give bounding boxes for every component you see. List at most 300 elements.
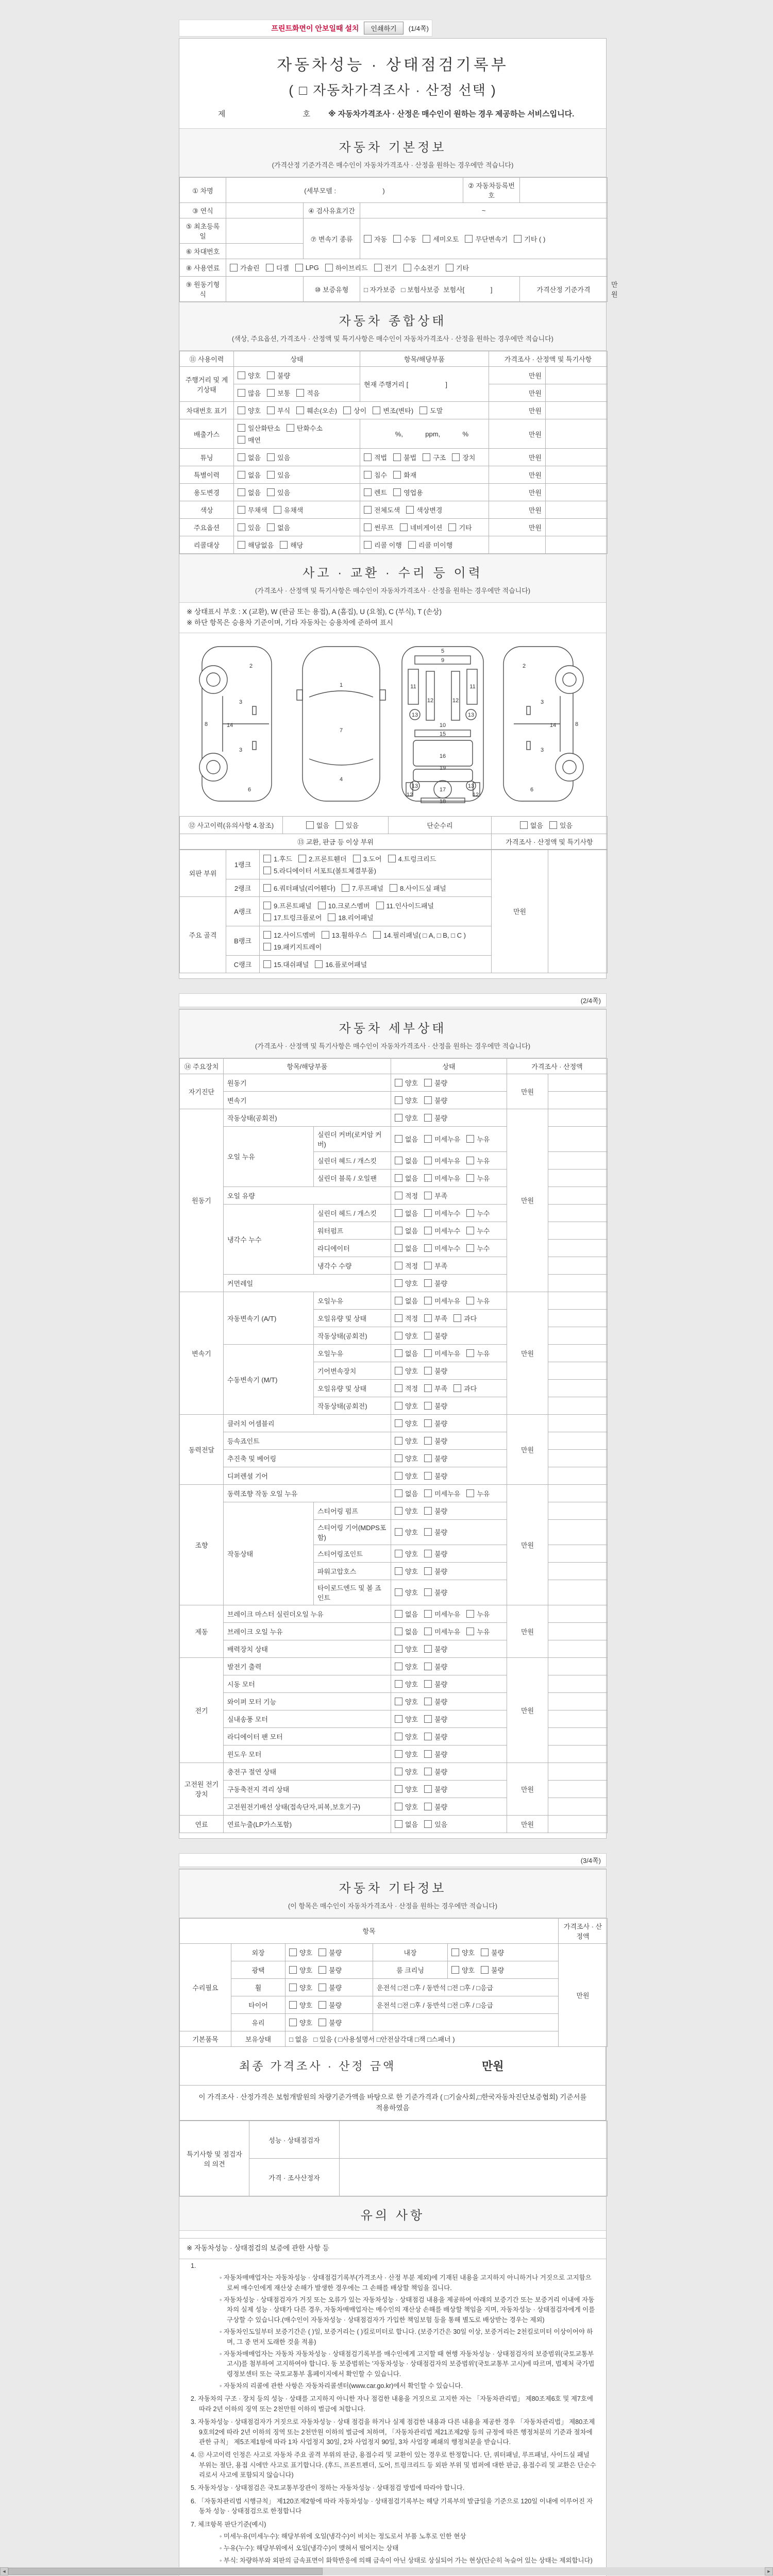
- checkbox-icon[interactable]: [424, 1135, 432, 1143]
- checkbox-option[interactable]: [424, 1401, 447, 1411]
- checkbox-option[interactable]: [424, 1626, 460, 1636]
- checkbox-option[interactable]: [238, 370, 261, 380]
- checkbox-icon[interactable]: [466, 1610, 474, 1618]
- checkbox-icon[interactable]: [238, 436, 245, 444]
- scroll-right-arrow[interactable]: ►: [765, 2567, 773, 2575]
- input-cell[interactable]: [340, 2121, 608, 2159]
- checkbox-option[interactable]: [395, 1471, 418, 1481]
- checkbox-icon[interactable]: [395, 1349, 402, 1357]
- checkbox-icon[interactable]: [424, 1733, 432, 1740]
- checkbox-option[interactable]: [395, 1226, 418, 1235]
- checkbox-icon[interactable]: [466, 1157, 474, 1164]
- checkbox-icon[interactable]: [274, 506, 281, 514]
- checkbox-icon[interactable]: [481, 1966, 489, 1974]
- checkbox-icon[interactable]: [520, 821, 528, 829]
- checkbox-option[interactable]: [318, 1947, 342, 1957]
- checkbox-option[interactable]: [289, 1965, 312, 1975]
- checkbox-option[interactable]: [263, 901, 312, 910]
- checkbox-icon[interactable]: [263, 931, 271, 939]
- input-cell[interactable]: [548, 1657, 608, 1675]
- checkbox-option[interactable]: [322, 930, 367, 940]
- checkbox-icon[interactable]: [267, 471, 275, 479]
- checkbox-option[interactable]: [395, 1348, 418, 1358]
- scrollbar-thumb[interactable]: [8, 2568, 323, 2575]
- checkbox-icon[interactable]: [424, 1209, 432, 1217]
- checkbox-option[interactable]: [238, 388, 261, 398]
- checkbox-option[interactable]: [424, 1173, 460, 1183]
- checkbox-option[interactable]: [424, 1527, 447, 1537]
- checkbox-option[interactable]: [424, 1208, 460, 1218]
- checkbox-option[interactable]: [393, 234, 416, 244]
- scroll-left-arrow[interactable]: ◄: [0, 2567, 8, 2575]
- checkbox-option[interactable]: [280, 540, 303, 550]
- checkbox-icon[interactable]: [424, 1402, 432, 1410]
- checkbox-icon[interactable]: [393, 488, 401, 496]
- checkbox-icon[interactable]: [408, 541, 416, 549]
- checkbox-icon[interactable]: [395, 1528, 402, 1536]
- input-cell[interactable]: [548, 1126, 608, 1151]
- checkbox-option[interactable]: [393, 487, 423, 497]
- checkbox-icon[interactable]: [263, 960, 271, 968]
- checkbox-icon[interactable]: [364, 471, 372, 479]
- checkbox-icon[interactable]: [267, 406, 275, 414]
- checkbox-icon[interactable]: [395, 1454, 402, 1462]
- checkbox-option[interactable]: [238, 470, 261, 480]
- checkbox-option[interactable]: [395, 1156, 418, 1165]
- checkbox-icon[interactable]: [318, 1984, 326, 1991]
- checkbox-icon[interactable]: [395, 1157, 402, 1164]
- checkbox-option[interactable]: [267, 487, 290, 497]
- input-cell[interactable]: [548, 1362, 608, 1379]
- checkbox-icon[interactable]: [395, 1135, 402, 1143]
- checkbox-icon[interactable]: [452, 453, 460, 461]
- checkbox-option[interactable]: [406, 505, 442, 515]
- checkbox-icon[interactable]: [315, 960, 323, 968]
- checkbox-option[interactable]: [395, 1662, 418, 1671]
- checkbox-icon[interactable]: [395, 1489, 402, 1497]
- checkbox-icon[interactable]: [424, 1715, 432, 1723]
- checkbox-option[interactable]: [263, 942, 322, 952]
- checkbox-icon[interactable]: [373, 406, 380, 414]
- checkbox-icon[interactable]: [406, 506, 414, 514]
- input-cell[interactable]: [548, 1151, 608, 1169]
- input-cell[interactable]: [548, 1274, 608, 1292]
- checkbox-icon[interactable]: [390, 884, 397, 892]
- checkbox-icon[interactable]: [287, 424, 294, 432]
- input-cell[interactable]: [546, 519, 608, 536]
- checkbox-option[interactable]: [451, 1947, 475, 1957]
- checkbox-option[interactable]: [466, 1226, 490, 1235]
- input-cell[interactable]: [546, 466, 608, 484]
- checkbox-icon[interactable]: [364, 541, 372, 549]
- checkbox-icon[interactable]: [328, 913, 335, 921]
- checkbox-option[interactable]: [424, 1819, 447, 1829]
- checkbox-icon[interactable]: [289, 2001, 297, 2009]
- checkbox-option[interactable]: [318, 2000, 342, 2010]
- input-cell[interactable]: [548, 1344, 608, 1362]
- checkbox-icon[interactable]: [453, 1314, 461, 1322]
- input-cell[interactable]: [548, 1109, 608, 1126]
- checkbox-option[interactable]: [424, 1697, 447, 1706]
- checkbox-icon[interactable]: [325, 264, 333, 272]
- input-cell[interactable]: [548, 1257, 608, 1274]
- checkbox-option[interactable]: [318, 2018, 342, 2027]
- checkbox-option[interactable]: [342, 883, 383, 893]
- checkbox-icon[interactable]: [395, 1297, 402, 1304]
- checkbox-option[interactable]: [238, 505, 267, 515]
- checkbox-option[interactable]: [395, 1191, 418, 1200]
- checkbox-option[interactable]: [395, 1418, 418, 1428]
- input-cell[interactable]: [548, 1502, 608, 1519]
- checkbox-option[interactable]: [395, 1549, 418, 1558]
- checkbox-icon[interactable]: [395, 1096, 402, 1104]
- checkbox-option[interactable]: [263, 883, 335, 893]
- checkbox-option[interactable]: [238, 452, 261, 462]
- checkbox-icon[interactable]: [424, 1507, 432, 1515]
- checkbox-option[interactable]: [238, 435, 261, 445]
- checkbox-icon[interactable]: [395, 1803, 402, 1810]
- checkbox-option[interactable]: [296, 405, 337, 415]
- checkbox-icon[interactable]: [395, 1367, 402, 1375]
- checkbox-option[interactable]: [549, 820, 573, 830]
- input-cell[interactable]: [226, 218, 304, 244]
- checkbox-option[interactable]: [466, 1609, 490, 1619]
- checkbox-icon[interactable]: [424, 1454, 432, 1462]
- checkbox-option[interactable]: [353, 854, 382, 863]
- checkbox-icon[interactable]: [393, 235, 401, 243]
- checkbox-option[interactable]: [395, 1506, 418, 1516]
- checkbox-option[interactable]: [423, 234, 459, 244]
- checkbox-option[interactable]: [424, 1348, 460, 1358]
- checkbox-option[interactable]: [424, 1609, 460, 1619]
- checkbox-option[interactable]: [230, 263, 260, 273]
- checkbox-option[interactable]: [424, 1453, 447, 1463]
- checkbox-option[interactable]: [466, 1134, 490, 1144]
- checkbox-option[interactable]: [318, 901, 370, 910]
- checkbox-icon[interactable]: [364, 453, 372, 461]
- checkbox-option[interactable]: [238, 540, 274, 550]
- checkbox-icon[interactable]: [424, 1349, 432, 1357]
- checkbox-icon[interactable]: [424, 1610, 432, 1618]
- checkbox-option[interactable]: [373, 405, 413, 415]
- checkbox-option[interactable]: [364, 487, 387, 497]
- checkbox-icon[interactable]: [395, 1472, 402, 1480]
- checkbox-option[interactable]: [287, 423, 323, 433]
- checkbox-option[interactable]: [424, 1296, 460, 1306]
- checkbox-option[interactable]: [395, 1767, 418, 1776]
- checkbox-icon[interactable]: [263, 913, 271, 921]
- checkbox-icon[interactable]: [298, 855, 306, 862]
- checkbox-option[interactable]: [424, 1243, 460, 1253]
- checkbox-option[interactable]: [424, 1278, 447, 1288]
- checkbox-icon[interactable]: [424, 1192, 432, 1199]
- checkbox-option[interactable]: [424, 1261, 447, 1270]
- checkbox-icon[interactable]: [424, 1244, 432, 1252]
- checkbox-icon[interactable]: [395, 1314, 402, 1322]
- input-cell[interactable]: [548, 1640, 608, 1657]
- checkbox-icon[interactable]: [395, 1507, 402, 1515]
- checkbox-option[interactable]: [424, 1506, 447, 1516]
- checkbox-option[interactable]: [373, 930, 466, 940]
- checkbox-icon[interactable]: [395, 1628, 402, 1635]
- input-cell[interactable]: [548, 1239, 608, 1257]
- input-cell[interactable]: [548, 1710, 608, 1727]
- checkbox-option[interactable]: [395, 1784, 418, 1794]
- checkbox-icon[interactable]: [373, 931, 381, 939]
- input-cell[interactable]: [548, 1762, 608, 1780]
- checkbox-icon[interactable]: [238, 488, 245, 496]
- checkbox-option[interactable]: [424, 1436, 447, 1446]
- checkbox-option[interactable]: [481, 1965, 504, 1975]
- checkbox-icon[interactable]: [393, 471, 401, 479]
- checkbox-icon[interactable]: [424, 1437, 432, 1445]
- checkbox-icon[interactable]: [230, 264, 238, 272]
- horizontal-scrollbar[interactable]: [0, 2567, 773, 2575]
- checkbox-icon[interactable]: [395, 1227, 402, 1234]
- checkbox-icon[interactable]: [423, 453, 430, 461]
- checkbox-icon[interactable]: [335, 821, 343, 829]
- checkbox-icon[interactable]: [424, 1645, 432, 1653]
- checkbox-option[interactable]: [424, 1313, 447, 1323]
- checkbox-option[interactable]: [451, 1965, 475, 1975]
- checkbox-icon[interactable]: [395, 1262, 402, 1269]
- checkbox-icon[interactable]: [514, 235, 522, 243]
- checkbox-option[interactable]: [424, 1767, 447, 1776]
- checkbox-icon[interactable]: [364, 488, 372, 496]
- checkbox-icon[interactable]: [289, 1948, 297, 1956]
- checkbox-icon[interactable]: [451, 1948, 459, 1956]
- checkbox-option[interactable]: [395, 1313, 418, 1323]
- checkbox-icon[interactable]: [393, 453, 401, 461]
- checkbox-option[interactable]: [395, 1644, 418, 1654]
- checkbox-icon[interactable]: [424, 1489, 432, 1497]
- checkbox-option[interactable]: [424, 1749, 447, 1759]
- checkbox-icon[interactable]: [395, 1680, 402, 1688]
- checkbox-option[interactable]: [466, 1208, 490, 1218]
- input-cell[interactable]: [548, 1074, 608, 1091]
- checkbox-option[interactable]: [419, 405, 443, 415]
- install-print-link[interactable]: 프린트화면이 안보일때 설치: [271, 24, 359, 32]
- checkbox-icon[interactable]: [322, 931, 329, 939]
- checkbox-option[interactable]: [424, 1331, 447, 1341]
- checkbox-option[interactable]: [395, 1679, 418, 1689]
- checkbox-option[interactable]: [424, 1366, 447, 1376]
- checkbox-icon[interactable]: [395, 1402, 402, 1410]
- checkbox-icon[interactable]: [424, 1663, 432, 1670]
- checkbox-icon[interactable]: [318, 2019, 326, 2026]
- checkbox-icon[interactable]: [466, 1174, 474, 1182]
- checkbox-icon[interactable]: [395, 1244, 402, 1252]
- checkbox-icon[interactable]: [267, 389, 275, 397]
- input-cell[interactable]: [548, 1562, 608, 1580]
- checkbox-option[interactable]: [400, 522, 443, 532]
- input-cell[interactable]: [548, 1432, 608, 1449]
- checkbox-icon[interactable]: [404, 264, 411, 272]
- checkbox-option[interactable]: [296, 388, 320, 398]
- checkbox-icon[interactable]: [424, 1262, 432, 1269]
- checkbox-option[interactable]: [318, 1965, 342, 1975]
- car-diagram-svg[interactable]: [192, 639, 594, 810]
- checkbox-option[interactable]: [395, 1697, 418, 1706]
- checkbox-icon[interactable]: [424, 1820, 432, 1828]
- checkbox-option[interactable]: [267, 452, 290, 462]
- checkbox-icon[interactable]: [395, 1588, 402, 1596]
- input-cell[interactable]: [548, 1187, 608, 1204]
- checkbox-icon[interactable]: [376, 902, 384, 909]
- input-cell[interactable]: [546, 419, 608, 449]
- checkbox-icon[interactable]: [424, 1096, 432, 1104]
- input-cell[interactable]: [546, 402, 608, 419]
- checkbox-option[interactable]: [453, 1313, 477, 1323]
- checkbox-icon[interactable]: [451, 1966, 459, 1974]
- checkbox-option[interactable]: [393, 470, 416, 480]
- input-cell[interactable]: [548, 1798, 608, 1815]
- checkbox-icon[interactable]: [238, 389, 245, 397]
- checkbox-icon[interactable]: [267, 488, 275, 496]
- checkbox-icon[interactable]: [424, 1227, 432, 1234]
- checkbox-icon[interactable]: [266, 264, 274, 272]
- input-cell[interactable]: [546, 501, 608, 519]
- input-cell[interactable]: [548, 1449, 608, 1467]
- checkbox-option[interactable]: [238, 522, 261, 532]
- checkbox-icon[interactable]: [267, 453, 275, 461]
- checkbox-icon[interactable]: [465, 235, 473, 243]
- checkbox-icon[interactable]: [424, 1785, 432, 1793]
- checkbox-option[interactable]: [395, 1095, 418, 1105]
- checkbox-option[interactable]: [466, 1348, 490, 1358]
- input-cell[interactable]: [548, 1605, 608, 1622]
- input-cell[interactable]: [546, 449, 608, 466]
- checkbox-option[interactable]: [514, 234, 545, 244]
- checkbox-icon[interactable]: [466, 1227, 474, 1234]
- checkbox-icon[interactable]: [395, 1567, 402, 1575]
- checkbox-icon[interactable]: [424, 1114, 432, 1122]
- checkbox-icon[interactable]: [424, 1384, 432, 1392]
- checkbox-icon[interactable]: [395, 1419, 402, 1427]
- checkbox-option[interactable]: [263, 854, 292, 863]
- checkbox-icon[interactable]: [424, 1550, 432, 1557]
- checkbox-icon[interactable]: [364, 523, 372, 531]
- checkbox-icon[interactable]: [466, 1297, 474, 1304]
- input-cell[interactable]: [548, 1780, 608, 1798]
- checkbox-option[interactable]: [395, 1749, 418, 1759]
- checkbox-icon[interactable]: [395, 1768, 402, 1775]
- checkbox-option[interactable]: [274, 505, 304, 515]
- checkbox-option[interactable]: [404, 263, 440, 273]
- checkbox-option[interactable]: [408, 540, 452, 550]
- checkbox-option[interactable]: [395, 1134, 418, 1144]
- checkbox-option[interactable]: [388, 854, 436, 863]
- checkbox-icon[interactable]: [395, 1785, 402, 1793]
- checkbox-icon[interactable]: [395, 1384, 402, 1392]
- price-survey-select-line[interactable]: ( □ 자동차가격조사 · 산정 선택 ): [289, 82, 497, 98]
- checkbox-option[interactable]: [289, 1947, 312, 1957]
- checkbox-option[interactable]: [395, 1587, 418, 1597]
- checkbox-option[interactable]: [263, 912, 322, 922]
- checkbox-option[interactable]: [395, 1527, 418, 1537]
- checkbox-icon[interactable]: [395, 1437, 402, 1445]
- checkbox-icon[interactable]: [388, 855, 396, 862]
- checkbox-icon[interactable]: [374, 264, 382, 272]
- checkbox-option[interactable]: [395, 1113, 418, 1123]
- checkbox-option[interactable]: [295, 264, 319, 272]
- checkbox-icon[interactable]: [395, 1279, 402, 1287]
- input-cell[interactable]: [546, 384, 608, 402]
- checkbox-option[interactable]: [424, 1095, 447, 1105]
- checkbox-icon[interactable]: [353, 855, 361, 862]
- checkbox-option[interactable]: [267, 470, 290, 480]
- checkbox-option[interactable]: [446, 263, 469, 273]
- checkbox-option[interactable]: [267, 388, 290, 398]
- checkbox-icon[interactable]: [342, 884, 349, 892]
- checkbox-icon[interactable]: [424, 1174, 432, 1182]
- checkbox-option[interactable]: [466, 1296, 490, 1306]
- checkbox-icon[interactable]: [395, 1698, 402, 1705]
- checkbox-option[interactable]: [364, 470, 387, 480]
- checkbox-option[interactable]: [395, 1078, 418, 1088]
- checkbox-icon[interactable]: [263, 902, 271, 909]
- checkbox-icon[interactable]: [289, 2019, 297, 2026]
- checkbox-icon[interactable]: [238, 471, 245, 479]
- checkbox-icon[interactable]: [424, 1628, 432, 1635]
- final-price-basis-note[interactable]: 이 가격조사 · 산정가격은 보험개발원의 차량기준가액을 바탕으로 한 기준가격과 ( □기술사회,□한국자동차진단보증협회) 기준서를 적용하였음: [179, 2086, 606, 2121]
- checkbox-icon[interactable]: [238, 541, 245, 549]
- input-cell[interactable]: [548, 850, 608, 973]
- checkbox-icon[interactable]: [549, 821, 557, 829]
- checkbox-option[interactable]: [424, 1644, 447, 1654]
- input-cell[interactable]: [548, 1580, 608, 1605]
- input-cell[interactable]: [226, 277, 304, 302]
- checkbox-option[interactable]: [424, 1488, 460, 1498]
- checkbox-option[interactable]: [376, 901, 434, 910]
- input-cell[interactable]: [548, 1309, 608, 1327]
- checkbox-icon[interactable]: [395, 1733, 402, 1740]
- checkbox-option[interactable]: [466, 1173, 490, 1183]
- checkbox-option[interactable]: [423, 452, 446, 462]
- checkbox-icon[interactable]: [419, 406, 427, 414]
- checkbox-option[interactable]: [448, 522, 472, 532]
- checkbox-icon[interactable]: [263, 943, 271, 951]
- checkbox-option[interactable]: [395, 1488, 418, 1498]
- input-cell[interactable]: [548, 1204, 608, 1222]
- checkbox-option[interactable]: [395, 1278, 418, 1288]
- checkbox-option[interactable]: [395, 1296, 418, 1306]
- checkbox-option[interactable]: [238, 487, 261, 497]
- checkbox-option[interactable]: [424, 1471, 447, 1481]
- checkbox-option[interactable]: [424, 1191, 447, 1200]
- checkbox-icon[interactable]: [424, 1472, 432, 1480]
- checkbox-icon[interactable]: [289, 1984, 297, 1991]
- checkbox-icon[interactable]: [395, 1209, 402, 1217]
- input-cell[interactable]: [548, 1727, 608, 1745]
- checkbox-icon[interactable]: [466, 1349, 474, 1357]
- checkbox-option[interactable]: [424, 1566, 447, 1576]
- final-price-unit[interactable]: 만원: [482, 2060, 504, 2073]
- checkbox-icon[interactable]: [318, 902, 326, 909]
- checkbox-option[interactable]: [424, 1732, 447, 1741]
- checkbox-option[interactable]: [395, 1261, 418, 1270]
- checkbox-option[interactable]: [395, 1732, 418, 1741]
- checkbox-option[interactable]: [364, 505, 400, 515]
- input-cell[interactable]: [548, 1169, 608, 1187]
- checkbox-icon[interactable]: [238, 506, 245, 514]
- checkbox-icon[interactable]: [424, 1297, 432, 1304]
- checkbox-icon[interactable]: [306, 821, 314, 829]
- checkbox-option[interactable]: [424, 1587, 447, 1597]
- checkbox-option[interactable]: [395, 1802, 418, 1811]
- checkbox-icon[interactable]: [424, 1314, 432, 1322]
- input-cell[interactable]: [548, 1292, 608, 1309]
